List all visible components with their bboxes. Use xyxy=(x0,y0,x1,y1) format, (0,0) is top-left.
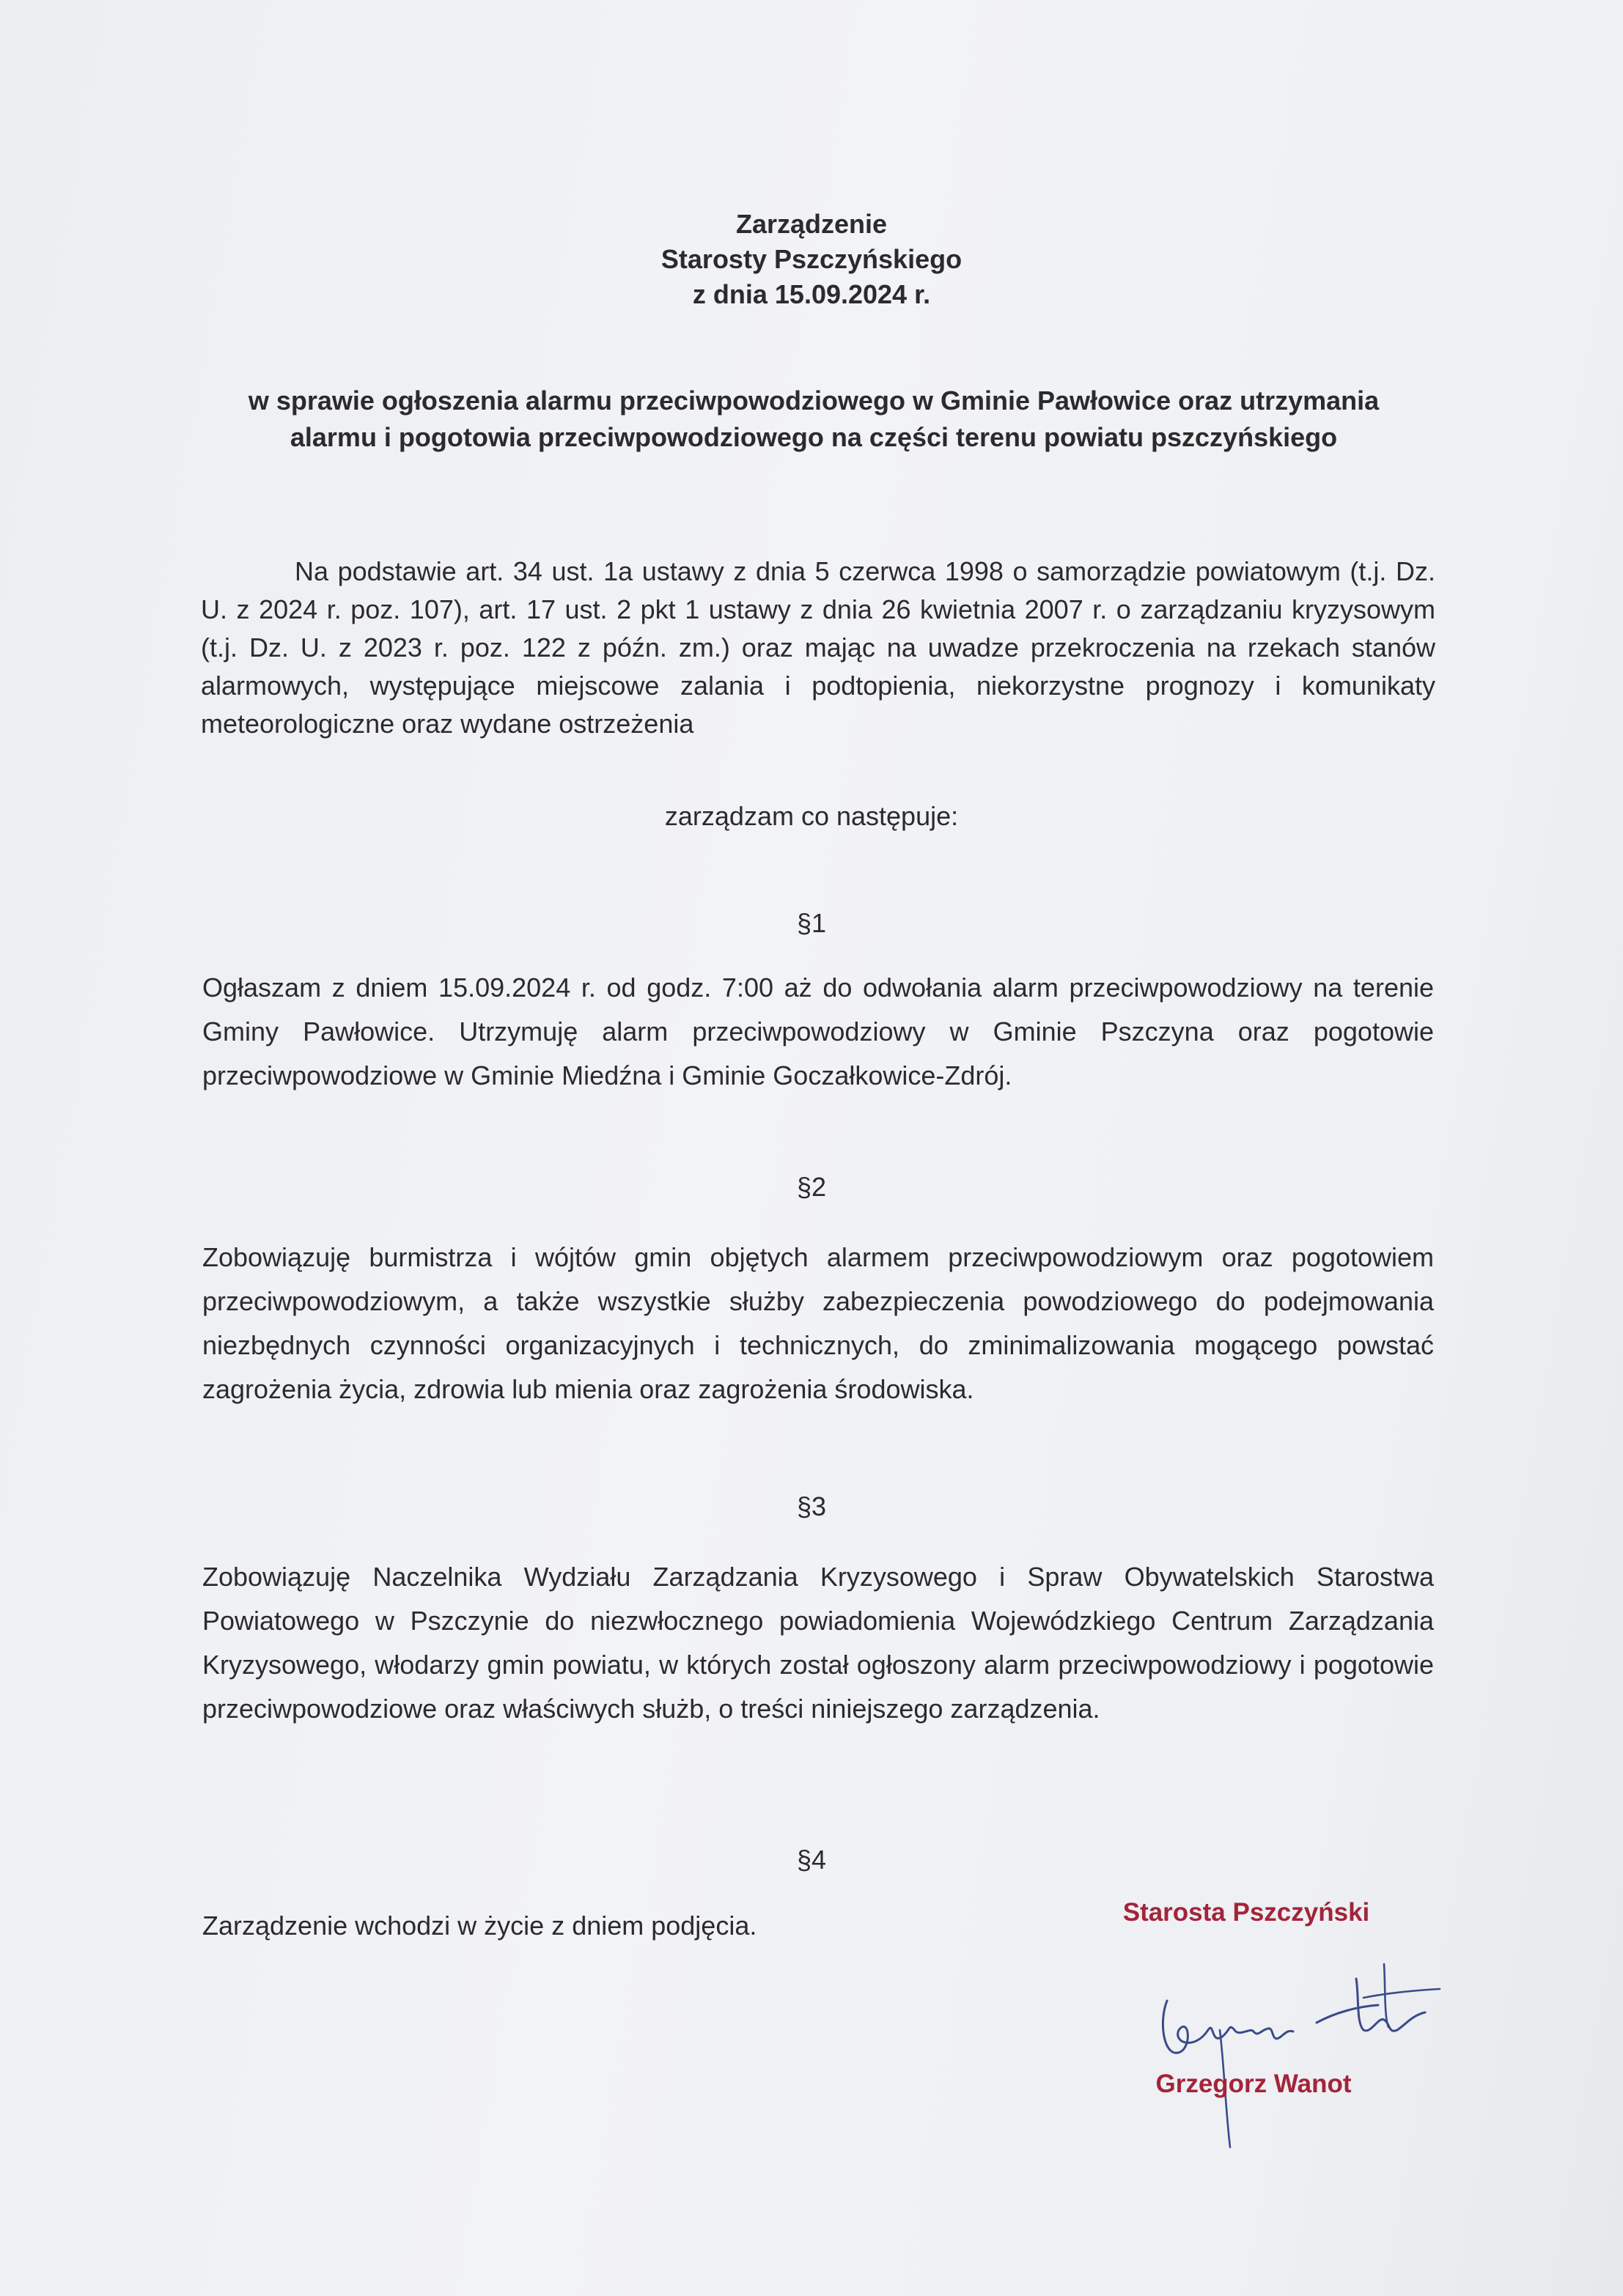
handwritten-signature xyxy=(1144,1920,1451,2155)
document-type: Zarządzenie xyxy=(735,209,888,239)
issue-date: z dnia 15.09.2024 r. xyxy=(692,279,931,309)
stamp-title: Starosta Pszczyński xyxy=(1122,1898,1370,1927)
legal-basis-paragraph: Na podstawie art. 34 ust. 1a ustawy z dnia 5 czerwca 1998 o samorządzie powiatowym (t.j. Dz. U. z 2024 r. poz. 107), art. 17 ust. 2 pkt 1 ustawy z dnia 26 kwietnia 2007 r. o zarządzaniu kryzysowym (t.j. Dz. U. z 2023 r. poz. 122 z późn. zm.) oraz mając na uwadze przekroczenia na rzekach stanów alarmowych, występujące miejscowe zalania i podtopienia, niekorzystne prognozy i komunikaty meteorologiczne oraz wydane ostrzeżenia xyxy=(201,556,1435,739)
section-2-mark: §2 xyxy=(796,1172,827,1202)
section-3-mark: §3 xyxy=(796,1491,827,1521)
decree-statement: zarządzam co następuje: xyxy=(664,801,959,831)
issuer: Starosty Pszczyńskiego xyxy=(660,244,963,274)
document-header xyxy=(0,207,1623,312)
section-2-text: Zobowiązuję burmistrza i wójtów gmin objętych alarmem przeciwpowodziowym oraz pogotowiem przeciwpowodziowym, a także wszystkie służby zabezpieczenia powodziowego do podejmowania niezbędnych czynności organizacyjnych i technicznych, do zminimalizowania mogącego powstać zagrożenia życia, zdrowia lub mienia oraz zagrożenia środowiska. xyxy=(202,1242,1434,1404)
section-1-text: Ogłaszam z dniem 15.09.2024 r. od godz. 7:00 aż do odwołania alarm przeciwpowodziowy na terenie Gminy Pawłowice. Utrzymuję alarm przeciwpowodziowy w Gminie Pszczyna oraz pogotowie przeciwpowodziowe w Gminie Miedźna i Gminie Goczałkowice-Zdrój. xyxy=(202,972,1434,1090)
signer-name: Grzegorz Wanot xyxy=(1155,2070,1352,2098)
section-4-text: Zarządzenie wchodzi w życie z dniem podjęcia. xyxy=(202,1911,757,1941)
section-1-mark: §1 xyxy=(796,908,827,938)
section-4-mark: §4 xyxy=(796,1845,827,1875)
document-subject: w sprawie ogłoszenia alarmu przeciwpowodziowego w Gminie Pawłowice oraz utrzymania alarmu i pogotowia przeciwpowodziowego na części terenu powiatu pszczyńskiego xyxy=(248,385,1380,452)
section-3-text: Zobowiązuję Naczelnika Wydziału Zarządzania Kryzysowego i Spraw Obywatelskich Starostwa Powiatowego w Pszczynie do niezwłocznego powiadomienia Wojewódzkiego Centrum Zarządzania Kryzysowego, włodarzy gmin powiatu, w których został ogłoszony alarm przeciwpowodziowy i pogotowie przeciwpowodziowe oraz właściwych służb, o treści niniejszego zarządzenia. xyxy=(202,1562,1434,1724)
